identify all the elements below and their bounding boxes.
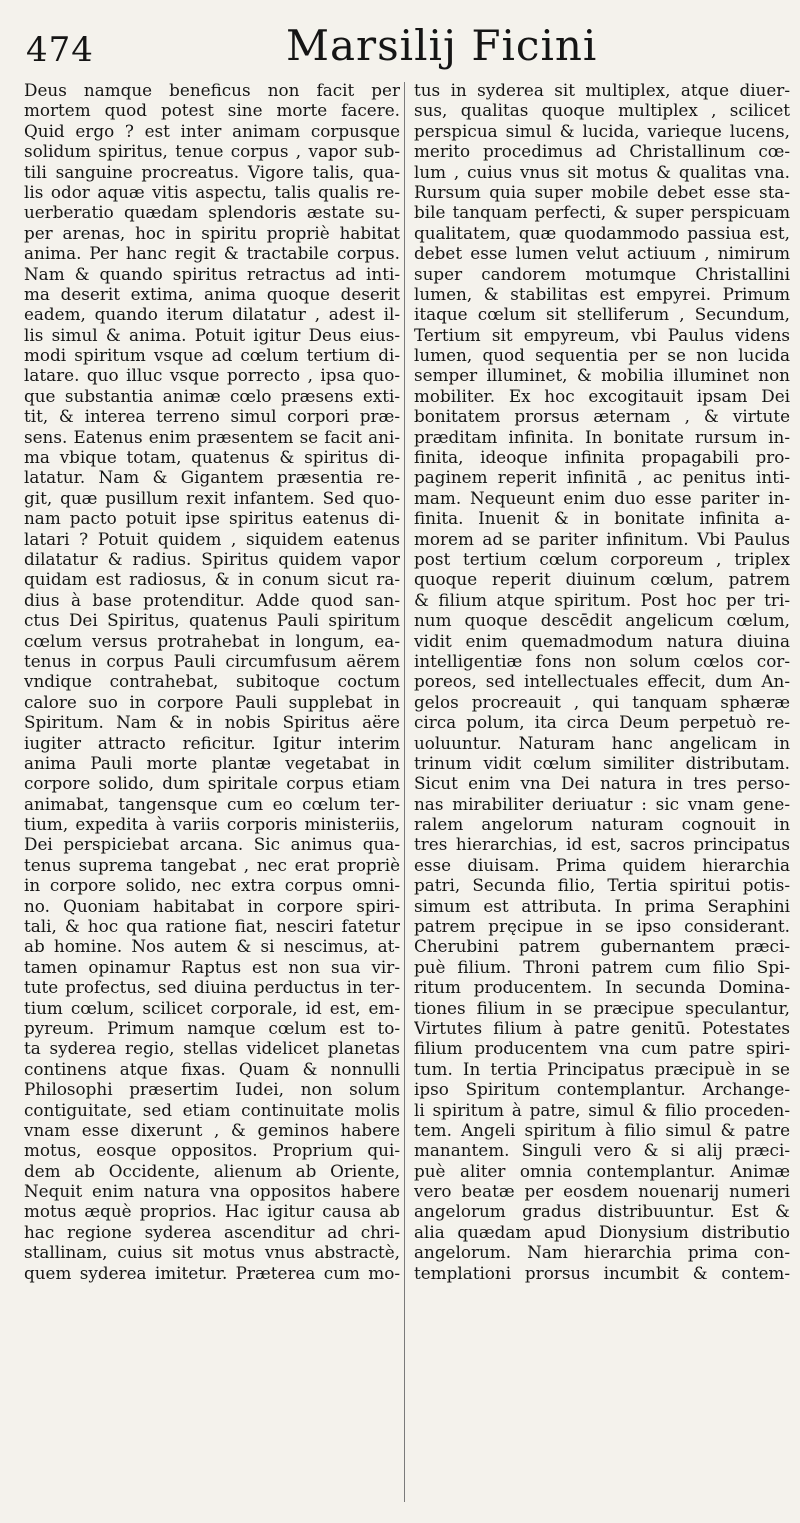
text-line: ta syderea regio, stellas videlicet planetas [24,1038,400,1059]
text-line: Nam & quando spiritus retractus ad inti- [24,263,400,284]
text-line: ma vbique totam, quatenus & spiritus di- [24,447,400,468]
text-line: dilatatur & radius. Spiritus quidem vapor [24,548,400,569]
text-line: tres hierarchias, id est, sacros principatus [414,834,790,855]
text-line: lumen, & stabilitas est empyrei. Primum [414,283,790,304]
text-line: patri, Secunda filio, Tertia spiritui potis- [414,875,790,896]
text-line: ralem angelorum naturam cognouit in [414,814,790,835]
text-line: trinum vidit cœlum similiter distributam. [414,752,790,773]
text-line: vndique contrahebat, subitoque coctum [24,671,400,692]
text-line: latare. quo illuc vsque porrecto , ipsa quo- [24,365,400,386]
text-line: intelligentiæ fons non solum cœlos cor- [414,650,790,671]
text-line: ctus Dei Spiritus, quatenus Pauli spiritum [24,610,400,631]
text-line: pyreum. Primum namque cœlum est to- [24,1017,400,1038]
text-line: debet esse lumen velut actiuum , nimirum [414,243,790,264]
text-line: vero beatæ per eosdem nouenarij numeri [414,1181,790,1202]
text-line: super candorem motumque Christallini [414,263,790,284]
text-line: morem ad se pariter infinitum. Vbi Paulus [414,528,790,549]
text-line: que substantia animæ cœlo præsens exti- [24,385,400,406]
text-line: quidam est radiosus, & in conum sicut ra- [24,569,400,590]
text-line: præditam infinita. In bonitate rursum in- [414,426,790,447]
text-line: alia quædam apud Dionysium distributio [414,1221,790,1242]
text-line: poreos, sed intellectuales effecit, dum An- [414,671,790,692]
text-line: dius à base protenditur. Adde quod san- [24,589,400,610]
text-line: tum. In tertia Principatus præcipuè in se [414,1058,790,1079]
text-line: solidum spiritus, tenue corpus , vapor sub- [24,141,400,162]
text-line: cœlum versus protrahebat in longum, ea- [24,630,400,651]
running-head: Marsilij Ficini [286,21,598,70]
text-column-right [414,80,790,1520]
text-line: gelos procreauit , qui tanquam sphæræ [414,691,790,712]
text-line: li spiritum à patre, simul & filio proceden- [414,1099,790,1120]
text-line: animabat, tangensque cum eo cœlum ter- [24,793,400,814]
text-line: nam pacto potuit ipse spiritus eatenus di- [24,508,400,529]
text-line: Quid ergo ? est inter animam corpusque [24,120,400,141]
text-line: ab homine. Nos autem & si nescimus, at- [24,936,400,957]
text-line: eadem, quando iterum dilatatur , adest il- [24,304,400,325]
text-line: semper illuminet, & mobilia illuminet non [414,365,790,386]
text-line: lis simul & anima. Potuit igitur Deus eius- [24,324,400,345]
text-line: uoluuntur. Naturam hanc angelicam in [414,732,790,753]
text-line: tili sanguine procreatus. Vigore talis, qua- [24,161,400,182]
text-line: modi spiritum vsque ad cœlum tertium di- [24,345,400,366]
text-line: tenus in corpus Pauli circumfusum aërem [24,650,400,671]
text-line: angelorum gradus distribuuntur. Est & [414,1201,790,1222]
text-line: lum , cuius vnus sit motus & qualitas vna. [414,161,790,182]
text-line: simum est attributa. In prima Seraphini [414,895,790,916]
text-line: mobiliter. Ex hoc excogitauit ipsam Dei [414,385,790,406]
text-line: Sicut enim vna Dei natura in tres perso- [414,773,790,794]
text-line: iugiter attracto reficitur. Igitur interim [24,732,400,753]
text-line: contiguitate, sed etiam continuitate molis [24,1099,400,1120]
text-line: post tertium cœlum corporeum , triplex [414,548,790,569]
text-line: bonitatem prorsus æternam , & virtute [414,406,790,427]
text-line: merito procedimus ad Christallinum cœ- [414,141,790,162]
text-line: Rursum quia super mobile debet esse sta- [414,181,790,202]
text-line: tali, & hoc qua ratione fiat, nesciri fatetur [24,916,400,937]
text-line: qualitatem, quæ quodammodo passiua est, [414,222,790,243]
text-line: git, quæ pusillum rexit infantem. Sed quo- [24,487,400,508]
text-line: Dei perspiciebat arcana. Sic animus qua- [24,834,400,855]
text-line: tit, & interea terreno simul corpori præ- [24,406,400,427]
text-line: per arenas, hoc in spiritu propriè habitat [24,222,400,243]
text-line: & filium atque spiritum. Post hoc per tri- [414,589,790,610]
text-line: Philosophi præsertim Iudei, non solum [24,1079,400,1100]
text-line: sens. Eatenus enim præsentem se facit ani- [24,426,400,447]
text-line: puè filium. Throni patrem cum filio Spi- [414,956,790,977]
column-divider [404,82,405,1502]
text-line: motus, eosque oppositos. Proprium qui- [24,1140,400,1161]
text-line: num quoque descēdit angelicum cœlum, [414,610,790,631]
text-line: perspicua simul & lucida, varieque lucens, [414,120,790,141]
text-line: ritum producentem. In secunda Domina- [414,977,790,998]
text-line: bile tanquam perfecti, & super perspicuam [414,202,790,223]
text-line: tus in syderea sit multiplex, atque diuer- [414,80,790,100]
text-line: tiones filium in se præcipue speculantur, [414,997,790,1018]
text-line: ipso Spiritum contemplantur. Archange- [414,1079,790,1100]
text-line: Nequit enim natura vna oppositos habere [24,1181,400,1202]
text-line: angelorum. Nam hierarchia prima con- [414,1242,790,1263]
text-line: quem syderea imitetur. Præterea cum mo- [24,1262,400,1283]
text-line: paginem reperit infinitā , ac penitus inti- [414,467,790,488]
text-line: vidit enim quemadmodum natura diuina [414,630,790,651]
text-line: dem ab Occidente, alienum ab Oriente, [24,1160,400,1181]
text-line: ma deserit extima, anima quoque deserit [24,283,400,304]
text-line: vnam esse dixerunt , & geminos habere [24,1119,400,1140]
text-line: motus æquè proprios. Hac igitur causa ab [24,1201,400,1222]
text-line: uerberatio quædam splendoris æstate su- [24,202,400,223]
text-line: Spiritum. Nam & in nobis Spiritus aëre [24,712,400,733]
text-line: finita, ideoque infinita propagabili pro- [414,447,790,468]
text-line: esse diuisam. Prima quidem hierarchia [414,854,790,875]
text-line: continens atque fixas. Quam & nonnulli [24,1058,400,1079]
page-number: 474 [26,30,94,70]
text-line: corpore solido, dum spiritale corpus etiam [24,773,400,794]
text-line: patrem pręcipue in se ipso considerant. [414,916,790,937]
text-line: in corpore solido, nec extra corpus omni- [24,875,400,896]
text-line: templationi prorsus incumbit & contem- [414,1262,790,1283]
text-line: sus, qualitas quoque multiplex , scilicet [414,100,790,121]
text-line: filium producentem vna cum patre spiri- [414,1038,790,1059]
text-line: stallinam, cuius sit motus vnus abstractè, [24,1242,400,1263]
text-line: lumen, quod sequentia per se non lucida [414,345,790,366]
page-header [0,0,800,90]
text-line: tute profectus, sed diuina perductus in ter- [24,977,400,998]
text-column-left [24,80,400,1520]
text-line: quoque reperit diuinum cœlum, patrem [414,569,790,590]
text-line: Deus namque beneficus non facit per [24,80,400,100]
text-line: tamen opinamur Raptus est non sua vir- [24,956,400,977]
text-line: tium cœlum, scilicet corporale, id est, em- [24,997,400,1018]
text-line: latari ? Potuit quidem , siquidem eatenus [24,528,400,549]
text-line: manantem. Singuli vero & si alij præci- [414,1140,790,1161]
text-line: hac regione syderea ascenditur ad chri- [24,1221,400,1242]
text-line: tium, expedita à variis corporis ministeriis, [24,814,400,835]
text-line: tem. Angeli spiritum à filio simul & patre [414,1119,790,1140]
text-line: mortem quod potest sine morte facere. [24,100,400,121]
text-line: calore suo in corpore Pauli supplebat in [24,691,400,712]
text-line: puè aliter omnia contemplantur. Animæ [414,1160,790,1181]
text-line: circa polum, ita circa Deum perpetuò re- [414,712,790,733]
text-line: Tertium sit empyreum, vbi Paulus videns [414,324,790,345]
text-line: anima Pauli morte plantæ vegetabat in [24,752,400,773]
text-line: tenus suprema tangebat , nec erat propriè [24,854,400,875]
text-line: mam. Nequeunt enim duo esse pariter in- [414,487,790,508]
text-line: finita. Inuenit & in bonitate infinita a- [414,508,790,529]
text-line: Cherubini patrem gubernantem præci- [414,936,790,957]
text-line: no. Quoniam habitabat in corpore spiri- [24,895,400,916]
text-line: nas mirabiliter deriuatur : sic vnam gene- [414,793,790,814]
text-line: lis odor aquæ vitis aspectu, talis qualis re- [24,181,400,202]
text-line: Virtutes filium à patre genitū. Potestates [414,1017,790,1038]
text-line: latatur. Nam & Gigantem præsentia re- [24,467,400,488]
text-line: itaque cœlum sit stelliferum , Secundum, [414,304,790,325]
text-line: anima. Per hanc regit & tractabile corpus. [24,243,400,264]
